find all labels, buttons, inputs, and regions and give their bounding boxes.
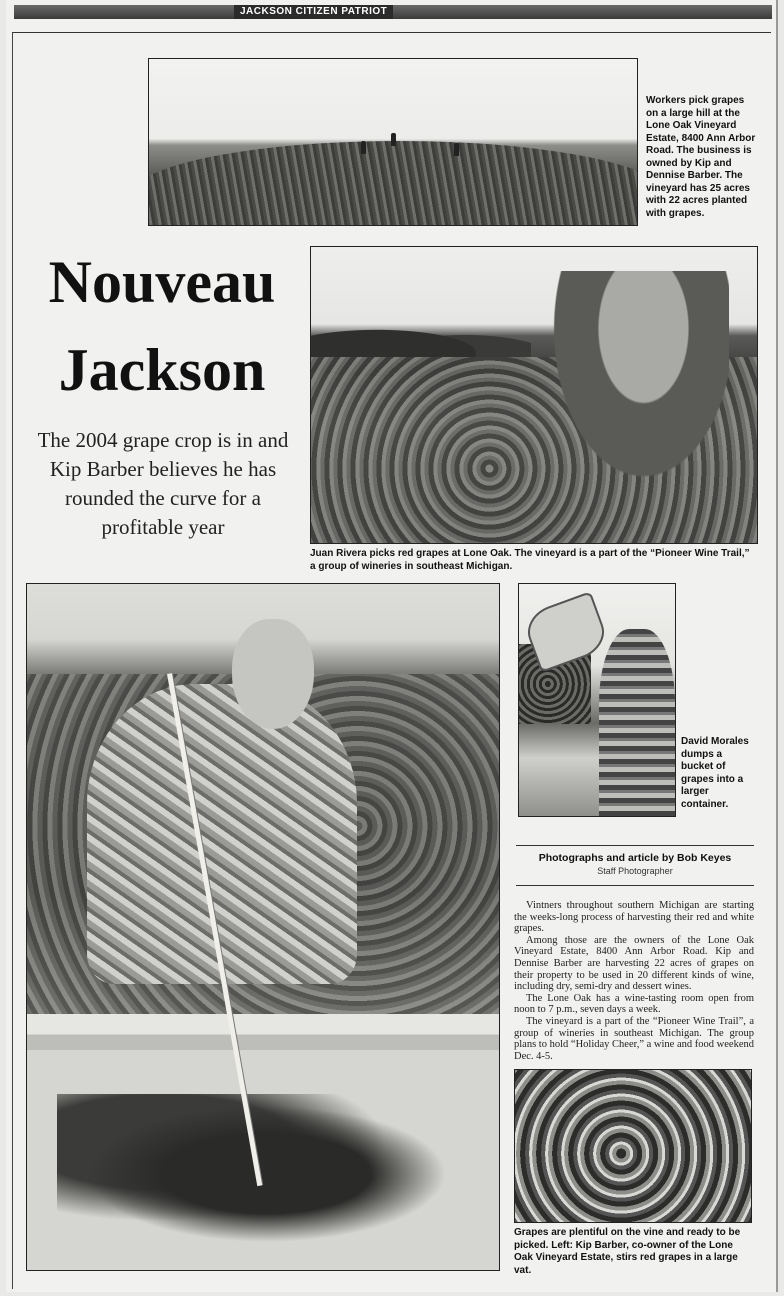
photo-hill-workers: [148, 58, 638, 226]
article-paragraph: Vintners throughout southern Michigan are starting the weeks-long process of harvesting their red and white grapes.: [514, 900, 754, 935]
hill-shape: [148, 141, 638, 226]
byline-rule-top: [516, 845, 754, 846]
article-paragraph: The Lone Oak has a wine-tasting room open from noon to 7 p.m., seven days a week.: [514, 992, 754, 1016]
head-shape: [232, 619, 314, 729]
picker-figure: [539, 271, 729, 501]
worker-figure: [361, 141, 366, 154]
caption-grapes: Grapes are plentiful on the vine and ready to be picked. Left: Kip Barber, co-owner of the Lone Oak Vineyard Estate, stirs red grapes in a large vat.: [514, 1227, 741, 1276]
article-paragraph: The vineyard is a part of the “Pioneer Wine Trail”, a group of wineries in southeast Michigan. The group plans to hold “Holiday Cheer,” a wine and food weekend Dec. 4-5.: [514, 1015, 754, 1062]
caption-hill: Workers pick grapes on a large hill at the Lone Oak Vineyard Estate, 8400 Ann Arbor Road. The business is owned by Kip and Dennise Barber. The vineyard has 25 acres with 22 acres planted with grapes.: [646, 95, 756, 219]
photo-juan-rivera: [310, 246, 758, 544]
photo-kip-barber: [26, 583, 500, 1271]
caption-david: David Morales dumps a bucket of grapes into a larger container.: [681, 736, 749, 810]
photo-david-morales: [518, 583, 676, 817]
byline-credit: Photographs and article by Bob Keyes: [538, 852, 732, 864]
patterned-shirt-shape: [87, 684, 357, 984]
byline-rule-bottom: [516, 885, 754, 886]
article-paragraph: Among those are the owners of the Lone Oak Vineyard Estate, 8400 Ann Arbor Road. Kip and Dennise Barber are harvesting 22 acres of grapes on their property to be used in 20 different kinds of wine, including dry, semi-dry and dessert wines.: [514, 934, 754, 993]
photo-grape-clusters: [514, 1069, 752, 1223]
caption-juan: Juan Rivera picks red grapes at Lone Oak. The vineyard is a part of the “Pioneer Wine Trail,” a group of wineries in southeast Michigan.: [310, 548, 750, 572]
striped-shirt-figure: [599, 629, 675, 816]
masthead-bar: [14, 5, 772, 19]
headline-line-1: Nouveau: [48, 249, 276, 315]
article-body: [514, 900, 754, 1062]
masthead-title: JACKSON CITIZEN PATRIOT: [234, 5, 393, 19]
worker-figure: [391, 133, 396, 146]
deck-subhead: The 2004 grape crop is in and Kip Barber believes he has rounded the curve for a profitable year: [37, 428, 289, 539]
byline-role: Staff Photographer: [597, 866, 673, 876]
worker-figure: [454, 143, 459, 156]
grape-must-shape: [57, 1094, 477, 1254]
headline-line-2: Jackson: [58, 337, 266, 403]
